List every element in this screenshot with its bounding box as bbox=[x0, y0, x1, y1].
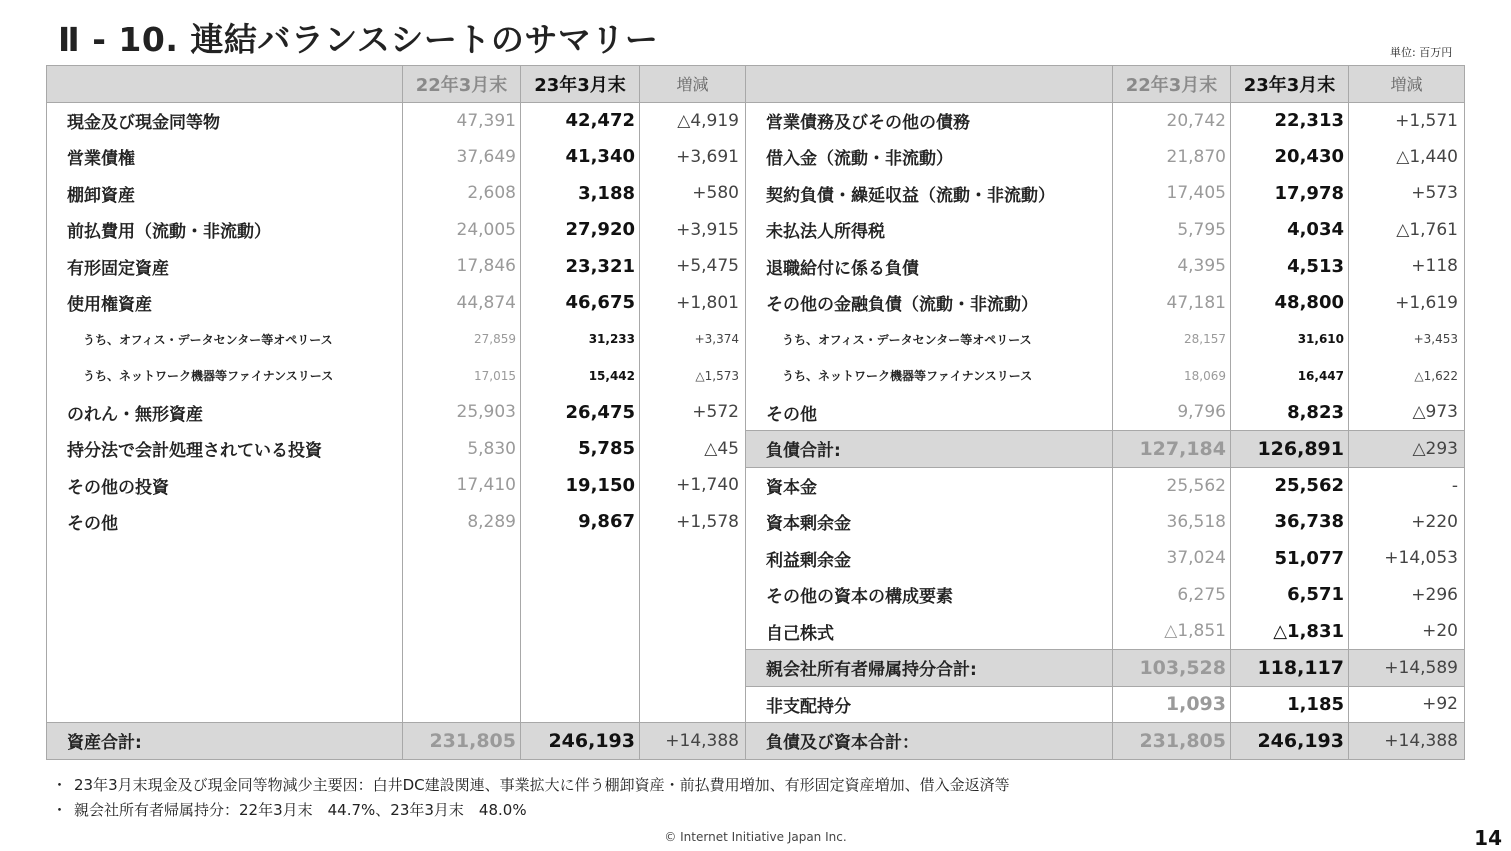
liab-value-fy23: 22,313 bbox=[1231, 102, 1349, 139]
liab-value-fy23: 31,610 bbox=[1231, 321, 1349, 358]
assets-empty-cell bbox=[640, 686, 746, 723]
table-row bbox=[47, 248, 1465, 285]
assets-empty-cell bbox=[640, 540, 746, 577]
assets-value-diff: +580 bbox=[640, 175, 746, 212]
table-row bbox=[47, 686, 1465, 723]
assets-value-fy23: 9,867 bbox=[521, 504, 640, 541]
assets-value-fy22: 231,805 bbox=[403, 723, 521, 760]
assets-row-label: その他の投資 bbox=[47, 467, 403, 504]
assets-value-fy22: 47,391 bbox=[403, 102, 521, 139]
assets-value-diff: +3,374 bbox=[640, 321, 746, 358]
liab-value-fy22: 28,157 bbox=[1113, 321, 1231, 358]
assets-header-fy23: 23年3月末 bbox=[521, 66, 640, 103]
bullet-glyph: ・ bbox=[52, 776, 68, 794]
assets-empty-cell bbox=[521, 577, 640, 614]
liab-value-fy22: 9,796 bbox=[1113, 394, 1231, 431]
assets-value-diff: +572 bbox=[640, 394, 746, 431]
liab-value-fy22: 17,405 bbox=[1113, 175, 1231, 212]
liab-header-blank bbox=[746, 66, 1113, 103]
assets-empty-cell bbox=[521, 650, 640, 687]
footnote-text: 親会社所有者帰属持分：22年3月末 44.7%、23年3月末 48.0% bbox=[74, 801, 527, 819]
assets-empty-cell bbox=[640, 613, 746, 650]
liab-row-label: 利益剰余金 bbox=[746, 540, 1113, 577]
assets-value-fy23: 27,920 bbox=[521, 212, 640, 249]
liab-header-fy23: 23年3月末 bbox=[1231, 66, 1349, 103]
assets-empty-cell bbox=[640, 650, 746, 687]
liab-header-fy22: 22年3月末 bbox=[1113, 66, 1231, 103]
liab-row-label: その他 bbox=[746, 394, 1113, 431]
liab-value-diff: +1,571 bbox=[1349, 102, 1465, 139]
assets-value-fy22: 8,289 bbox=[403, 504, 521, 541]
liab-value-fy23: △1,831 bbox=[1231, 613, 1349, 650]
liab-value-diff: +14,388 bbox=[1349, 723, 1465, 760]
assets-value-fy23: 3,188 bbox=[521, 175, 640, 212]
assets-value-fy22: 5,830 bbox=[403, 431, 521, 468]
liab-value-diff: +118 bbox=[1349, 248, 1465, 285]
page-number: 14 bbox=[1474, 826, 1502, 850]
assets-value-fy23: 15,442 bbox=[521, 358, 640, 395]
liab-value-fy23: 36,738 bbox=[1231, 504, 1349, 541]
table-row bbox=[47, 431, 1465, 468]
assets-value-fy22: 17,846 bbox=[403, 248, 521, 285]
liab-header-diff: 増減 bbox=[1349, 66, 1465, 103]
liab-value-fy23: 1,185 bbox=[1231, 686, 1349, 723]
assets-empty-cell bbox=[640, 577, 746, 614]
assets-empty-cell bbox=[521, 613, 640, 650]
assets-empty-cell bbox=[521, 540, 640, 577]
assets-empty-cell bbox=[47, 540, 403, 577]
footnote-text: 23年3月末現金及び現金同等物減少主要因：白井DC建設関連、事業拡大に伴う棚卸資産・前払費用増加、有形固定資産増加、借入金返済等 bbox=[74, 776, 1010, 794]
liab-row-label: 資本金 bbox=[746, 467, 1113, 504]
liab-value-diff: +573 bbox=[1349, 175, 1465, 212]
assets-value-diff: △4,919 bbox=[640, 102, 746, 139]
liab-value-fy22: 36,518 bbox=[1113, 504, 1231, 541]
assets-row-label: その他 bbox=[47, 504, 403, 541]
table-row bbox=[47, 467, 1465, 504]
unit-label: 単位: 百万円 bbox=[1390, 46, 1453, 59]
liab-value-diff: △1,440 bbox=[1349, 139, 1465, 176]
assets-row-label: 持分法で会計処理されている投資 bbox=[47, 431, 403, 468]
assets-empty-cell bbox=[403, 577, 521, 614]
assets-row-label: うち、ネットワーク機器等ファイナンスリース bbox=[47, 358, 403, 395]
assets-header-fy22: 22年3月末 bbox=[403, 66, 521, 103]
liab-value-fy22: 20,742 bbox=[1113, 102, 1231, 139]
liab-value-fy22: 231,805 bbox=[1113, 723, 1231, 760]
liab-value-diff: △973 bbox=[1349, 394, 1465, 431]
liab-value-fy23: 4,513 bbox=[1231, 248, 1349, 285]
liab-value-fy23: 17,978 bbox=[1231, 175, 1349, 212]
table-row bbox=[47, 139, 1465, 176]
liab-row-label: 借入金（流動・非流動） bbox=[746, 139, 1113, 176]
assets-value-fy23: 5,785 bbox=[521, 431, 640, 468]
assets-value-fy23: 41,340 bbox=[521, 139, 640, 176]
assets-row-label: うち、オフィス・データセンター等オペリース bbox=[47, 321, 403, 358]
table-row bbox=[47, 540, 1465, 577]
liab-value-diff: +296 bbox=[1349, 577, 1465, 614]
table-row bbox=[47, 650, 1465, 687]
liab-row-label: その他の金融負債（流動・非流動） bbox=[746, 285, 1113, 322]
liab-value-fy22: 103,528 bbox=[1113, 650, 1231, 687]
assets-empty-cell bbox=[47, 577, 403, 614]
liab-value-diff: +20 bbox=[1349, 613, 1465, 650]
liab-value-fy22: 37,024 bbox=[1113, 540, 1231, 577]
liab-value-fy22: 4,395 bbox=[1113, 248, 1231, 285]
assets-value-fy23: 31,233 bbox=[521, 321, 640, 358]
page-title: Ⅱ - 10. 連結バランスシートのサマリー bbox=[58, 20, 659, 59]
liab-value-fy22: 21,870 bbox=[1113, 139, 1231, 176]
assets-value-diff: +3,691 bbox=[640, 139, 746, 176]
liab-row-label: 負債及び資本合計： bbox=[746, 723, 1113, 760]
liab-value-diff: +1,619 bbox=[1349, 285, 1465, 322]
assets-empty-cell bbox=[47, 686, 403, 723]
assets-header-diff: 増減 bbox=[640, 66, 746, 103]
header-row bbox=[47, 66, 1465, 103]
assets-row-label: 有形固定資産 bbox=[47, 248, 403, 285]
liab-value-diff: △1,761 bbox=[1349, 212, 1465, 249]
table-row bbox=[47, 504, 1465, 541]
assets-value-diff: +3,915 bbox=[640, 212, 746, 249]
assets-value-fy23: 26,475 bbox=[521, 394, 640, 431]
liab-value-fy23: 4,034 bbox=[1231, 212, 1349, 249]
liab-value-diff: +92 bbox=[1349, 686, 1465, 723]
liab-value-fy23: 118,117 bbox=[1231, 650, 1349, 687]
assets-empty-cell bbox=[403, 613, 521, 650]
assets-row-label: 現金及び現金同等物 bbox=[47, 102, 403, 139]
liab-row-label: 未払法人所得税 bbox=[746, 212, 1113, 249]
table-body bbox=[47, 102, 1465, 759]
assets-value-fy22: 17,015 bbox=[403, 358, 521, 395]
assets-value-diff: +1,740 bbox=[640, 467, 746, 504]
assets-row-label: 棚卸資産 bbox=[47, 175, 403, 212]
liab-value-fy22: 1,093 bbox=[1113, 686, 1231, 723]
assets-value-diff: +14,388 bbox=[640, 723, 746, 760]
table-row bbox=[47, 613, 1465, 650]
table-row bbox=[47, 175, 1465, 212]
table-row bbox=[47, 212, 1465, 249]
liab-value-diff: △1,622 bbox=[1349, 358, 1465, 395]
assets-empty-cell bbox=[47, 650, 403, 687]
liab-value-fy22: 18,069 bbox=[1113, 358, 1231, 395]
liab-value-fy23: 48,800 bbox=[1231, 285, 1349, 322]
assets-row-label: 営業債権 bbox=[47, 139, 403, 176]
assets-value-diff: +1,801 bbox=[640, 285, 746, 322]
assets-row-label: 使用権資産 bbox=[47, 285, 403, 322]
assets-value-fy22: 25,903 bbox=[403, 394, 521, 431]
assets-value-diff: +5,475 bbox=[640, 248, 746, 285]
liab-value-fy22: 5,795 bbox=[1113, 212, 1231, 249]
liab-value-fy23: 246,193 bbox=[1231, 723, 1349, 760]
assets-value-fy23: 19,150 bbox=[521, 467, 640, 504]
liab-row-label: うち、オフィス・データセンター等オペリース bbox=[746, 321, 1113, 358]
table-row bbox=[47, 102, 1465, 139]
assets-value-fy22: 37,649 bbox=[403, 139, 521, 176]
liab-value-diff: +14,053 bbox=[1349, 540, 1465, 577]
liab-value-diff: △293 bbox=[1349, 431, 1465, 468]
assets-value-fy23: 46,675 bbox=[521, 285, 640, 322]
assets-row-label: のれん・無形資産 bbox=[47, 394, 403, 431]
table-row bbox=[47, 577, 1465, 614]
assets-value-fy23: 23,321 bbox=[521, 248, 640, 285]
footnotes bbox=[52, 774, 1010, 824]
assets-value-fy22: 24,005 bbox=[403, 212, 521, 249]
liab-row-label: 資本剰余金 bbox=[746, 504, 1113, 541]
liab-value-diff: - bbox=[1349, 467, 1465, 504]
assets-value-fy23: 246,193 bbox=[521, 723, 640, 760]
assets-empty-cell bbox=[521, 686, 640, 723]
liab-value-fy23: 16,447 bbox=[1231, 358, 1349, 395]
assets-empty-cell bbox=[403, 540, 521, 577]
liab-value-fy22: △1,851 bbox=[1113, 613, 1231, 650]
table-row bbox=[47, 394, 1465, 431]
liab-row-label: 負債合計: bbox=[746, 431, 1113, 468]
liab-row-label: 非支配持分 bbox=[746, 686, 1113, 723]
liab-value-fy23: 6,571 bbox=[1231, 577, 1349, 614]
table-row bbox=[47, 321, 1465, 358]
assets-empty-cell bbox=[47, 613, 403, 650]
liab-row-label: その他の資本の構成要素 bbox=[746, 577, 1113, 614]
assets-value-fy22: 27,859 bbox=[403, 321, 521, 358]
assets-row-label: 前払費用（流動・非流動） bbox=[47, 212, 403, 249]
liab-value-fy23: 25,562 bbox=[1231, 467, 1349, 504]
liab-row-label: うち、ネットワーク機器等ファイナンスリース bbox=[746, 358, 1113, 395]
liab-value-fy23: 126,891 bbox=[1231, 431, 1349, 468]
liab-value-diff: +3,453 bbox=[1349, 321, 1465, 358]
liab-row-label: 自己株式 bbox=[746, 613, 1113, 650]
liab-row-label: 退職給付に係る負債 bbox=[746, 248, 1113, 285]
liab-value-fy22: 47,181 bbox=[1113, 285, 1231, 322]
assets-value-fy22: 2,608 bbox=[403, 175, 521, 212]
bullet-glyph: ・ bbox=[52, 801, 68, 819]
liab-value-fy23: 51,077 bbox=[1231, 540, 1349, 577]
assets-value-diff: +1,578 bbox=[640, 504, 746, 541]
assets-value-diff: △45 bbox=[640, 431, 746, 468]
assets-value-fy22: 44,874 bbox=[403, 285, 521, 322]
liab-value-fy22: 6,275 bbox=[1113, 577, 1231, 614]
liab-value-fy23: 20,430 bbox=[1231, 139, 1349, 176]
assets-value-diff: △1,573 bbox=[640, 358, 746, 395]
assets-header-blank bbox=[47, 66, 403, 103]
balance-sheet-table bbox=[46, 65, 1465, 760]
footnote-item bbox=[52, 774, 1010, 799]
liab-value-diff: +14,589 bbox=[1349, 650, 1465, 687]
liab-value-fy22: 25,562 bbox=[1113, 467, 1231, 504]
footnote-item bbox=[52, 799, 1010, 824]
copyright: © Internet Initiative Japan Inc. bbox=[664, 830, 847, 844]
liab-row-label: 営業債務及びその他の債務 bbox=[746, 102, 1113, 139]
assets-value-fy23: 42,472 bbox=[521, 102, 640, 139]
assets-value-fy22: 17,410 bbox=[403, 467, 521, 504]
table-row bbox=[47, 358, 1465, 395]
table-row bbox=[47, 723, 1465, 760]
assets-empty-cell bbox=[403, 686, 521, 723]
liab-row-label: 契約負債・繰延収益（流動・非流動） bbox=[746, 175, 1113, 212]
liab-value-diff: +220 bbox=[1349, 504, 1465, 541]
table-row bbox=[47, 285, 1465, 322]
assets-row-label: 資産合計: bbox=[47, 723, 403, 760]
liab-row-label: 親会社所有者帰属持分合計: bbox=[746, 650, 1113, 687]
liab-value-fy23: 8,823 bbox=[1231, 394, 1349, 431]
liab-value-fy22: 127,184 bbox=[1113, 431, 1231, 468]
assets-empty-cell bbox=[403, 650, 521, 687]
